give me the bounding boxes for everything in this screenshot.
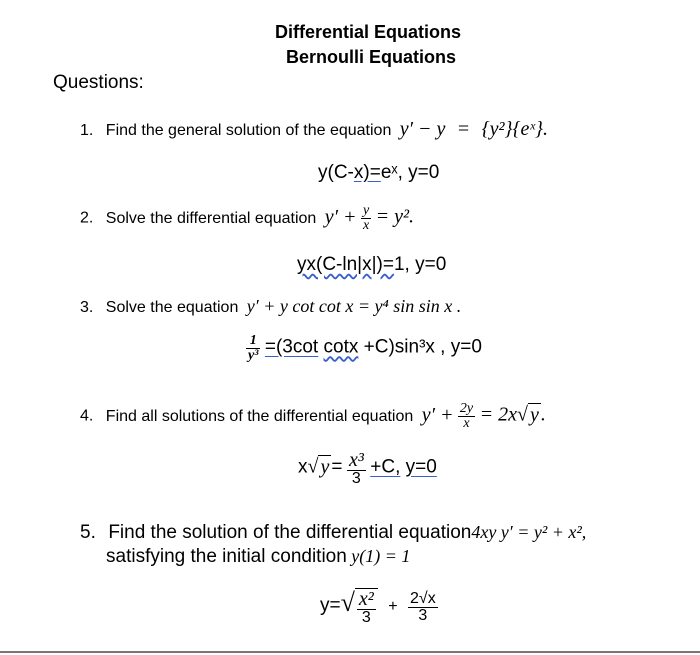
fraction-denominator: x xyxy=(463,416,470,431)
answer-fraction xyxy=(408,591,438,624)
answer-part-underlined: yx(C-ln|x|)= xyxy=(297,254,394,275)
equation-fraction xyxy=(458,402,475,431)
question-text: Solve the equation xyxy=(105,299,239,316)
question-text: Find all solutions of the differential equation xyxy=(105,407,414,425)
answer-part-underlined: +C, y=0 xyxy=(370,456,437,478)
initial-condition: y(1) = 1 xyxy=(351,546,411,566)
question-number: 4. xyxy=(80,407,94,425)
equation: y′ + y cot cot x = y⁴ sin sin x . xyxy=(246,296,462,316)
question-number: 5. xyxy=(80,522,96,543)
answer-3 xyxy=(246,334,482,363)
answer-part: y= xyxy=(320,595,341,617)
answer-2 xyxy=(297,254,446,276)
fraction-numerator: y xyxy=(362,203,370,218)
answer-4: x√ y = $\frac{\text{x³}}{3}$ +C, y=0 xyxy=(298,449,437,487)
equation-equals: = xyxy=(457,118,470,140)
answer-part: eˣ, y=0 xyxy=(380,162,440,183)
question-text: satisfying the initial condition xyxy=(106,546,347,567)
answer-fraction xyxy=(357,589,376,626)
fraction-denominator: 3 xyxy=(361,609,371,626)
question-1 xyxy=(80,118,548,148)
question-number: 3. xyxy=(80,299,94,316)
fraction-numerator: 2√x xyxy=(410,589,436,607)
question-text: Solve the differential equation xyxy=(105,209,317,227)
fraction-denominator: 3 xyxy=(351,470,361,487)
fraction-denominator: 3 xyxy=(418,606,428,624)
equation-rhs: {y²}{eˣ}. xyxy=(481,118,548,140)
document-subtitle: Bernoulli Equations xyxy=(286,47,457,67)
answer-part-underlined: x)= xyxy=(353,162,381,183)
equation-rhs: = 2x√ y . xyxy=(479,403,546,426)
question-text: Find the general solution of the equation xyxy=(105,122,392,139)
answer-1 xyxy=(318,162,439,184)
answer-plus: + xyxy=(388,598,398,616)
equation: 4xy y′ = y² + x², xyxy=(471,522,587,542)
equation-lhs: y′ + xyxy=(324,205,357,228)
questions-label: Questions: xyxy=(53,72,144,93)
question-text: Find the solution of the differential equation xyxy=(108,522,472,543)
fraction-denominator: y³ xyxy=(248,348,259,363)
answer-part: 1, y=0 xyxy=(393,254,447,275)
answer-5: y=√ $\frac{\text{x²}}{3}$ + $\frac{2√x}{3}$ xyxy=(320,588,436,626)
question-5 xyxy=(80,522,586,544)
page-divider xyxy=(0,651,700,653)
answer-part: y(C- xyxy=(318,162,354,183)
answer-equals: = xyxy=(331,456,343,478)
question-number: 2. xyxy=(80,209,94,227)
question-2 xyxy=(80,204,414,238)
equation-lhs: y′ + xyxy=(421,403,454,426)
answer-part: x xyxy=(298,456,308,478)
answer-fraction xyxy=(246,334,260,363)
question-3 xyxy=(80,296,461,317)
document-title: Differential Equations xyxy=(275,22,462,42)
fraction-numerator: x² xyxy=(358,588,374,610)
answer-radical: y xyxy=(320,455,330,478)
answer-fraction xyxy=(347,450,366,487)
question-4 xyxy=(80,402,546,442)
question-number: 1. xyxy=(80,122,94,139)
equation-rhs: = y². xyxy=(375,205,415,228)
fraction-numerator: x³ xyxy=(348,449,364,471)
fraction-numerator: 1 xyxy=(246,334,260,349)
fraction-numerator: 2y xyxy=(459,401,474,416)
equation-lhs: y′ − y xyxy=(399,118,446,140)
equation-fraction xyxy=(361,204,371,233)
fraction-denominator: x xyxy=(362,218,370,233)
answer-part-underlined: =(3cot cotx +C)sin³x , y=0 xyxy=(264,336,482,358)
question-5-condition xyxy=(106,546,410,568)
